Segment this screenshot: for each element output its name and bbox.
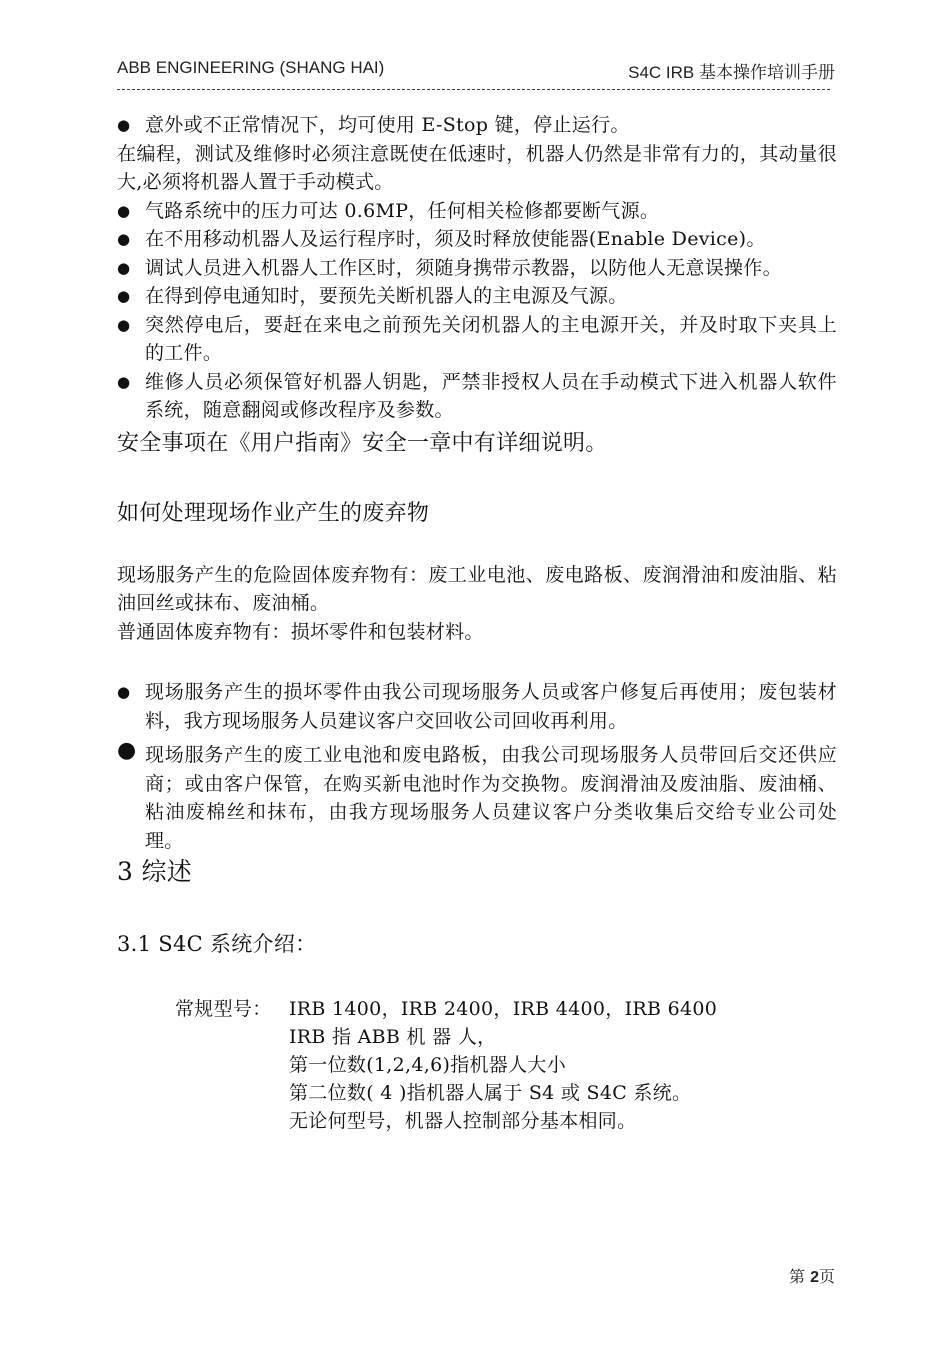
bullet-text: 意外或不正常情况下，均可使用 E-Stop 键，停止运行。 xyxy=(145,114,630,136)
safety-bullet xyxy=(117,254,837,283)
bullet-text: 维修人员必须保管好机器人钥匙，严禁非授权人员在手动模式下进入机器人软件系统，随意翻阅或修改程序及参数。 xyxy=(145,370,837,421)
safety-programming-paragraph: 在编程，测试及维修时必须注意既使在低速时，机器人仍然是非常有力的，其动量很大,必须将机器人置于手动模式。 xyxy=(117,142,837,193)
bullet-icon: ● xyxy=(117,201,131,220)
bullet-icon: ● xyxy=(117,116,131,134)
section-3-title: 3 综述 xyxy=(117,857,193,886)
model-line: 无论何型号，机器人控制部分基本相同。 xyxy=(289,1110,637,1132)
bullet-text: 在得到停电通知时，要预先关断机器人的主电源及气源。 xyxy=(145,285,628,307)
page-number-value: 2 xyxy=(810,1269,819,1286)
model-label: 常规型号： xyxy=(175,998,272,1020)
model-description xyxy=(175,995,837,1135)
safety-bullet xyxy=(117,282,837,311)
header-company: ABB ENGINEERING (SHANG HAI) xyxy=(117,58,385,77)
safety-guide-note: 安全事项在《用户指南》安全一章中有详细说明。 xyxy=(117,430,608,456)
page-suffix: 页 xyxy=(818,1267,835,1286)
waste-bullet xyxy=(117,678,837,735)
waste-bullet xyxy=(117,738,837,855)
waste-heading: 如何处理现场作业产生的废弃物 xyxy=(117,500,430,526)
header-manual-title: S4C IRB 基本操作培训手册 xyxy=(628,63,835,82)
bullet-text: 现场服务产生的废工业电池和废电路板，由我公司现场服务人员带回后交还供应商；或由客户保管，在购买新电池时作为交换物。废润滑油及废油脂、废油桶、粘油废棉丝和抹布，由我方现场服务人员建议客户分类收集后交给专业公司处理。 xyxy=(145,744,837,852)
bullet-icon: ● xyxy=(117,372,131,391)
hazardous-waste-paragraph: 现场服务产生的危险固体废弃物有：废工业电池、废电路板、废润滑油和废油脂、粘油回丝或抹布、废油桶。 xyxy=(117,563,837,614)
model-line: IRB 指 ABB 机 器 人， xyxy=(289,1026,497,1048)
bullet-icon: ● xyxy=(117,258,131,277)
page-number xyxy=(789,1264,835,1287)
model-lines xyxy=(289,995,837,1135)
spacer xyxy=(117,646,837,678)
bullet-icon: ● xyxy=(117,738,137,763)
bullet-icon: ● xyxy=(117,683,131,701)
safety-bullet xyxy=(117,311,837,368)
ordinary-waste-paragraph: 普通固体废弃物有：损坏零件和包装材料。 xyxy=(117,620,484,643)
bullet-icon: ● xyxy=(117,315,131,334)
bullet-icon: ● xyxy=(117,287,131,305)
header-divider xyxy=(117,89,830,90)
model-line: IRB 1400，IRB 2400，IRB 4400，IRB 6400 xyxy=(289,998,718,1020)
page-prefix: 第 xyxy=(788,1267,811,1286)
bullet-text: 气路系统中的压力可达 0.6MP，任何相关检修都要断气源。 xyxy=(145,199,660,222)
safety-bullet-estop xyxy=(117,111,837,140)
bullet-text: 调试人员进入机器人工作区时，须随身携带示教器，以防他人无意误操作。 xyxy=(145,256,782,279)
bullet-text: 在不用移动机器人及运行程序时，须及时释放使能器(Enable Device)。 xyxy=(145,228,766,250)
bullet-text: 现场服务产生的损坏零件由我公司现场服务人员或客户修复后再使用；废包装材料，我方现场服务人员建议客户交回收公司回收再利用。 xyxy=(145,681,837,732)
bullet-icon: ● xyxy=(117,230,131,248)
safety-bullet xyxy=(117,197,837,226)
model-line: 第二位数( 4 )指机器人属于 S4 或 S4C 系统。 xyxy=(289,1082,692,1104)
model-line: 第一位数(1,2,4,6)指机器人大小 xyxy=(289,1054,566,1076)
section-3-1-title: 3.1 S4C 系统介绍： xyxy=(117,932,317,956)
bullet-text: 突然停电后，要赶在来电之前预先关闭机器人的主电源开关，并及时取下夹具上的工件。 xyxy=(145,313,837,364)
safety-bullet xyxy=(117,368,837,425)
safety-bullet xyxy=(117,225,837,254)
page-body xyxy=(117,111,837,1135)
